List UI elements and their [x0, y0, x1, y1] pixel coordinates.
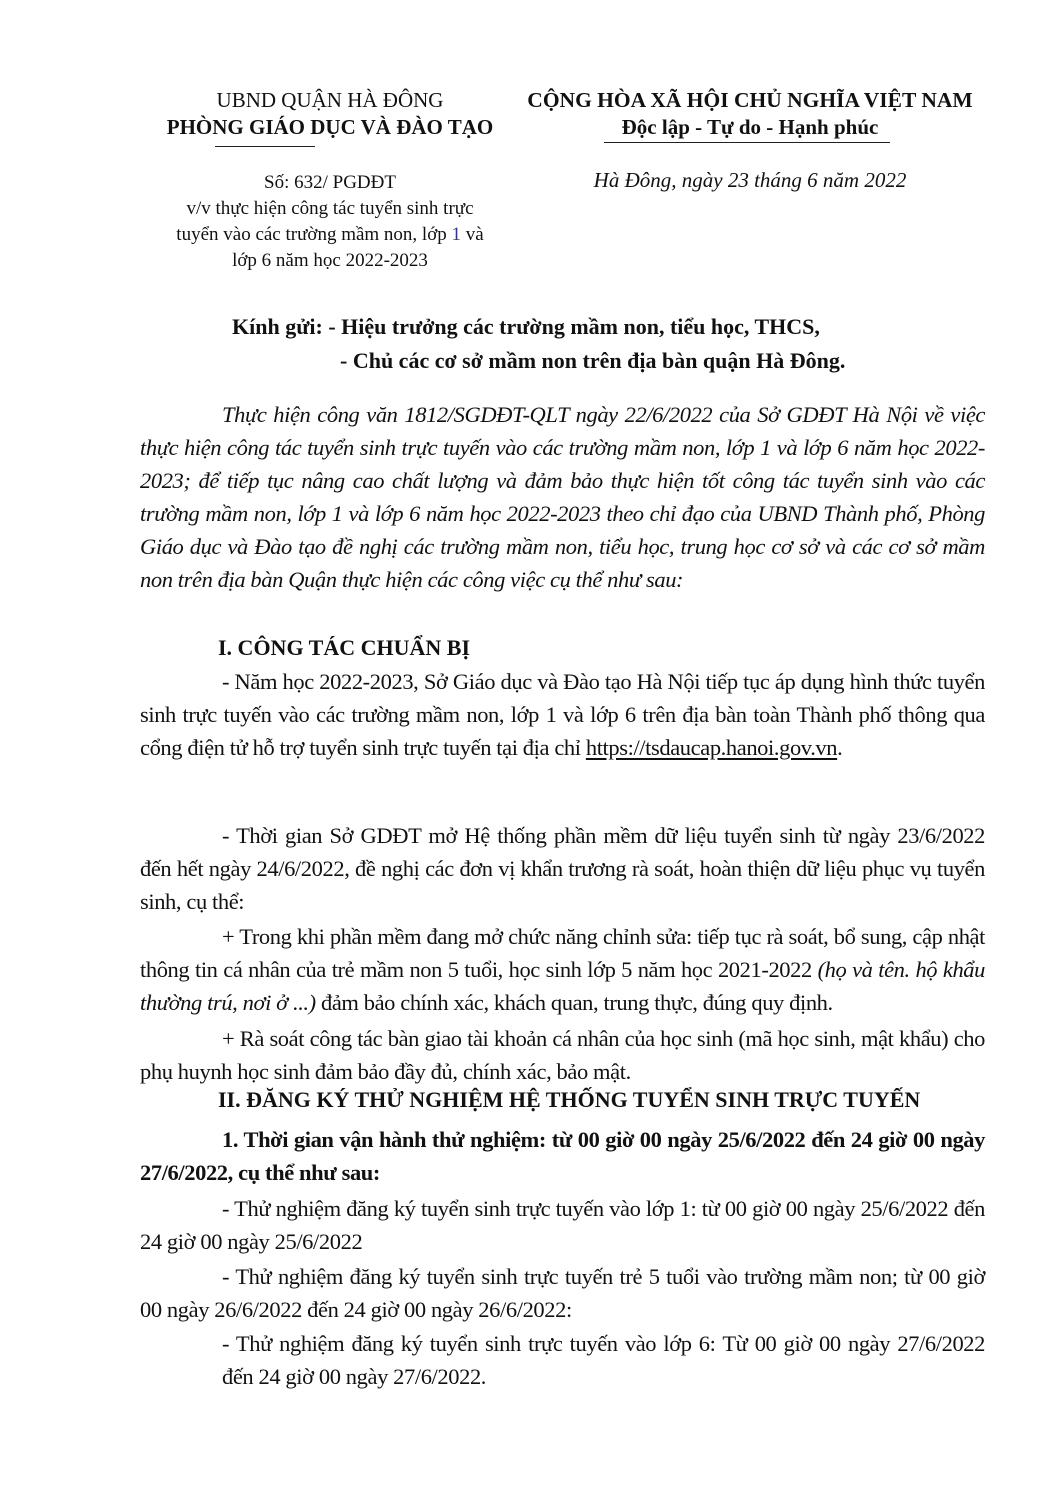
- motto-underline: [604, 142, 890, 143]
- trial-item-grade-6: - Thử nghiệm đăng ký tuyển sinh trực tuyến vào lớp 6: Từ 00 giờ 00 ngày 27/6/2022 đến 24 giờ 00 ngày 27/6/2022.: [222, 1331, 985, 1389]
- subject-line-2: [130, 222, 530, 248]
- place-date: Hà Đông, ngày 23 tháng 6 năm 2022: [593, 168, 907, 192]
- para-1-text: - Năm học 2022-2023, Sở Giáo dục và Đào tạo Hà Nội tiếp tục áp dụng hình thức tuyển sinh trực tuyến vào các trường mầm non, lớp 1 và lớp 6 trên địa bàn toàn Thành phố thông qua cổng điện tử hỗ trợ tuyển sinh trực tuyến tại địa chỉ: [140, 669, 985, 760]
- section-1-para-1: [140, 665, 985, 764]
- org-name: PHÒNG GIÁO DỤC VÀ ĐÀO TẠO: [166, 115, 494, 139]
- tsdaucap-link[interactable]: https://tsdaucap.hanoi.gov.vn: [585, 735, 838, 760]
- nation-title: CỘNG HÒA XÃ HỘI CHỦ NGHĨA VIỆT NAM: [527, 88, 973, 112]
- recipients-label: Kính gửi:: [232, 314, 323, 339]
- subject-line-3: lớp 6 năm học 2022-2023: [232, 250, 428, 271]
- doc-number: Số: 632/ PGDĐT: [264, 172, 396, 193]
- subject-line-2a: tuyển vào các trường mầm non, lớp: [176, 224, 452, 245]
- subject-line-2c: và: [461, 224, 484, 245]
- recipient-owners: - Chủ các cơ sở mầm non trên địa bàn quận Hà Đông.: [340, 348, 846, 373]
- recipients-line-1: [232, 312, 820, 342]
- section-1-para-4: + Rà soát công tác bàn giao tài khoản cá nhân của học sinh (mã học sinh, mật khẩu) cho phụ huynh học sinh đảm bảo đầy đủ, chính xác, bảo mật.: [140, 1026, 985, 1084]
- recipient-principals: - Hiệu trưởng các trường mầm non, tiểu học, THCS,: [322, 314, 820, 339]
- org-parent: UBND QUẬN HÀ ĐÔNG: [216, 88, 444, 112]
- subject-line-1: v/v thực hiện công tác tuyển sinh trực: [186, 198, 474, 219]
- motto: Độc lập - Tự do - Hạnh phúc: [621, 115, 879, 139]
- para-3-end: đảm bảo chính xác, khách quan, trung thực, đúng quy định.: [315, 990, 833, 1015]
- section-1-para-2: - Thời gian Sở GDĐT mở Hệ thống phần mềm dữ liệu tuyển sinh từ ngày 23/6/2022 đến hết ngày 24/6/2022, đề nghị các đơn vị khẩn trương rà soát, hoàn thiện dữ liệu phục vụ tuyển sinh, cụ thể:: [140, 823, 985, 914]
- trial-item-preschool: - Thử nghiệm đăng ký tuyển sinh trực tuyến trẻ 5 tuổi vào trường mầm non; từ 00 giờ 00 ngày 26/6/2022 đến 24 giờ 00 ngày 26/6/2022:: [140, 1264, 985, 1322]
- subject-grade: 1: [451, 224, 462, 245]
- intro-paragraph: Thực hiện công văn 1812/SGDĐT-QLT ngày 22/6/2022 của Sở GDĐT Hà Nội về việc thực hiện công tác tuyển sinh trực tuyến vào các trường mầm non, lớp 1 và lớp 6 năm học 2022-2023; để tiếp tục nâng cao chất lượng và đảm bảo thực hiện tốt công tác tuyển sinh vào các trường mầm non, lớp 1 và lớp 6 năm học 2022-2023 theo chỉ đạo của UBND Thành phố, Phòng Giáo dục và Đào tạo đề nghị các trường mầm non, tiểu học, trung học cơ sở và các cơ sở mầm non trên địa bàn Quận thực hiện các công việc cụ thể như sau:: [140, 402, 985, 592]
- section-2-title: II. ĐĂNG KÝ THỬ NGHIỆM HỆ THỐNG TUYỂN SINH TRỰC TUYẾN: [218, 1087, 921, 1112]
- trial-item-grade-1: - Thử nghiệm đăng ký tuyển sinh trực tuyến vào lớp 1: từ 00 giờ 00 ngày 25/6/2022 đến 24 giờ 00 ngày 25/6/2022: [140, 1196, 985, 1254]
- org-underline: [215, 146, 315, 147]
- section-1-para-3: [140, 920, 985, 1019]
- section-1-title: I. CÔNG TÁC CHUẨN BỊ: [218, 635, 471, 660]
- section-2-sub-1: 1. Thời gian vận hành thử nghiệm: từ 00 giờ 00 ngày 25/6/2022 đến 24 giờ 00 ngày 27/6/2022, cụ thể như sau:: [140, 1127, 985, 1185]
- para-3-italic: (họ và tên. hộ khẩu thường trú, nơi ở ...): [140, 957, 985, 1015]
- para-1-end: .: [837, 735, 843, 760]
- para-3-text: + Trong khi phần mềm đang mở chức năng chỉnh sửa: tiếp tục rà soát, bổ sung, cập nhật thông tin cá nhân của trẻ mầm non 5 tuổi, học sinh lớp 5 năm học 2021-2022: [140, 924, 985, 982]
